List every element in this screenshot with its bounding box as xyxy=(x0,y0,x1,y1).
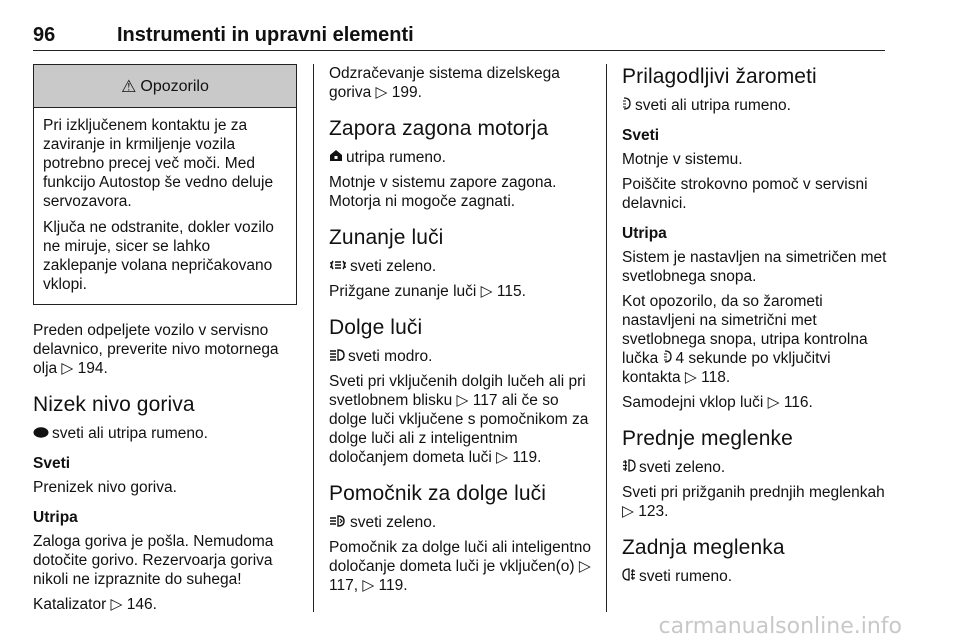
fuel-heading: Nizek nivo goriva xyxy=(33,393,195,416)
frontfog-status-text: sveti zeleno. xyxy=(639,459,726,476)
immobiliser-status-text: utripa rumeno. xyxy=(346,149,446,166)
highbeam-text: Sveti pri vključenih dolgih lučeh ali pri svetlobnem blisku ▷ 117 ali če so dolge luči vključene s pomočnikom za dolge luči ali z inteligentnim določanjem dometa luči ▷ 119. xyxy=(329,373,589,466)
adaptive-status-text: sveti ali utripa rumeno. xyxy=(635,97,791,114)
high-beam-icon xyxy=(329,347,345,366)
immobiliser-icon xyxy=(329,148,343,167)
highbeam-status-text: sveti modro. xyxy=(348,348,433,365)
column-1 xyxy=(33,64,297,620)
watermark: carmanualsonline.info xyxy=(658,614,902,639)
adaptive-flash-text-2 xyxy=(622,292,888,387)
warning-text-2: Ključa ne odstranite, dokler vozilo ne miruje, sicer se lahko zaklepanje volana nepričakovano vklopi. xyxy=(43,219,274,293)
frontfog-status xyxy=(622,458,888,477)
warning-box xyxy=(33,64,297,305)
exterior-heading: Zunanje luči xyxy=(329,226,444,249)
exterior-text: Prižgane zunanje luči ▷ 115. xyxy=(329,283,526,300)
adaptive-status xyxy=(622,96,888,115)
warning-title: Opozorilo xyxy=(140,77,209,95)
immobiliser-status xyxy=(329,148,595,167)
adaptive-headlight-icon xyxy=(663,349,673,368)
adaptive-flash-text-1: Sistem je nastavljen na simetričen met svetlobnega snopa. xyxy=(622,249,887,285)
column-3 xyxy=(622,64,888,592)
frontfog-heading: Prednje meglenke xyxy=(622,427,793,450)
adaptive-flash-text-2a: Kot opozorilo, da so žarometi nastavljeni na simetrični met svetlobnega snopa, utripa kontrolna lučka xyxy=(622,293,868,367)
fuel-lit-heading: Sveti xyxy=(33,455,71,472)
page-number: 96 xyxy=(33,24,56,46)
adaptive-lit-heading: Sveti xyxy=(622,127,660,144)
page-header xyxy=(33,22,885,51)
assist-text: Pomočnik za dolge luči ali inteligentno določanje dometa luči je vključen(o) ▷ 117, ▷ 119. xyxy=(329,539,591,594)
adaptive-heading: Prilagodljivi žarometi xyxy=(622,65,817,88)
warning-triangle-icon: ⚠ xyxy=(121,76,137,96)
adaptive-headlight-icon xyxy=(622,96,632,115)
column-2 xyxy=(329,64,595,601)
column-divider-2 xyxy=(606,64,607,612)
high-beam-assist-icon xyxy=(329,513,347,532)
assist-status-text: sveti zeleno. xyxy=(350,514,437,531)
fuel-lit-text: Prenizek nivo goriva. xyxy=(33,479,177,496)
oil-note: Preden odpeljete vozilo v servisno delavnico, preverite nivo motornega olja ▷ 194. xyxy=(33,322,279,377)
catalyst-ref: Katalizator ▷ 146. xyxy=(33,596,157,613)
warning-header xyxy=(34,65,296,108)
exterior-status-text: sveti zeleno. xyxy=(350,258,437,275)
immobiliser-text: Motnje v sistemu zapore zagona. Motorja ni mogoče zagnati. xyxy=(329,174,557,210)
exterior-status xyxy=(329,257,595,276)
fuel-flash-heading: Utripa xyxy=(33,509,78,526)
rear-fog-icon xyxy=(622,567,636,586)
adaptive-lit-text-2: Poiščite strokovno pomoč v servisni delavnici. xyxy=(622,176,868,212)
fuel-status xyxy=(33,424,297,443)
rearfog-status-text: sveti rumeno. xyxy=(639,568,733,585)
fuel-flash-text: Zaloga goriva je pošla. Nemudoma dotočite gorivo. Rezervoarja goriva nikoli ne izpraznite do suhega! xyxy=(33,533,274,588)
column-divider-1 xyxy=(313,64,314,612)
front-fog-icon xyxy=(622,458,636,477)
diesel-ref: Odzračevanje sistema dizelskega goriva ▷ 199. xyxy=(329,65,560,101)
highbeam-heading: Dolge luči xyxy=(329,316,423,339)
adaptive-flash-text-2b: 4 sekunde po vključitvi kontakta ▷ 118. xyxy=(622,350,831,386)
highbeam-status xyxy=(329,347,595,366)
warning-text-1: Pri izključenem kontaktu je za zaviranje in krmiljenje vozila potrebno precej več moči. Med funkcijo Autostop še vedno deluje servozavora. xyxy=(43,117,274,210)
fuel-status-text: sveti ali utripa rumeno. xyxy=(52,425,208,442)
adaptive-flash-heading: Utripa xyxy=(622,225,667,242)
immobiliser-heading: Zapora zagona motorja xyxy=(329,117,549,140)
adaptive-lit-text-1: Motnje v sistemu. xyxy=(622,151,743,168)
assist-status xyxy=(329,513,595,532)
warning-body xyxy=(34,108,296,304)
fuel-dot-icon xyxy=(33,424,49,443)
rearfog-heading: Zadnja meglenka xyxy=(622,536,785,559)
adaptive-auto-ref: Samodejni vklop luči ▷ 116. xyxy=(622,394,813,411)
running-title: Instrumenti in upravni elementi xyxy=(117,24,414,46)
rearfog-status xyxy=(622,567,888,586)
assist-heading: Pomočnik za dolge luči xyxy=(329,482,546,505)
frontfog-text: Sveti pri prižganih prednjih meglenkah ▷ 123. xyxy=(622,484,885,520)
exterior-lights-icon xyxy=(329,257,347,276)
